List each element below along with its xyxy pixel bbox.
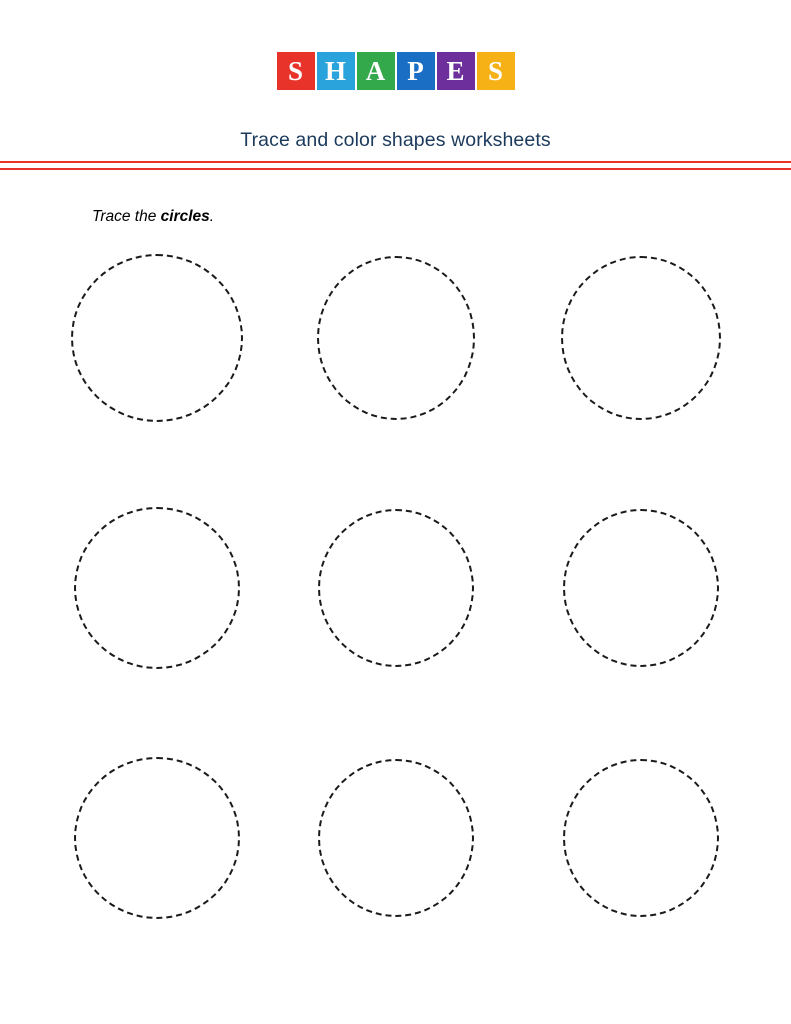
trace-shape-cell xyxy=(551,248,731,428)
logo-letter-text: P xyxy=(407,55,424,86)
instruction-prefix: Trace the xyxy=(92,208,161,225)
logo-container xyxy=(0,52,791,90)
logo-letter-h xyxy=(317,52,355,90)
logo-letter-s1 xyxy=(277,52,315,90)
dashed-circle-outline xyxy=(71,254,243,422)
tracing-grid xyxy=(40,248,740,998)
divider-top xyxy=(0,161,791,163)
dashed-circle-outline xyxy=(318,509,474,667)
logo-letter-text: E xyxy=(446,55,465,86)
logo-letter-s2 xyxy=(477,52,515,90)
logo-letter-text: S xyxy=(287,55,304,86)
trace-shape-cell xyxy=(67,248,247,428)
instruction-suffix: . xyxy=(209,208,215,225)
instruction-text xyxy=(92,208,214,226)
trace-shape-cell xyxy=(306,248,486,428)
dashed-circle-outline xyxy=(563,759,719,917)
trace-shape-cell xyxy=(67,748,247,928)
dashed-circle-outline xyxy=(74,757,240,919)
logo-letter-a xyxy=(357,52,395,90)
shapes-logo xyxy=(277,52,515,90)
logo-letter-text: S xyxy=(487,55,504,86)
instruction-shape-word: circles xyxy=(160,208,210,225)
trace-shape-cell xyxy=(306,498,486,678)
dashed-circle-outline xyxy=(318,759,474,917)
trace-shape-cell xyxy=(67,498,247,678)
logo-letter-e xyxy=(437,52,475,90)
trace-shape-cell xyxy=(551,748,731,928)
divider-bottom xyxy=(0,168,791,170)
dashed-circle-outline xyxy=(561,256,721,420)
trace-shape-cell xyxy=(306,748,486,928)
trace-shape-cell xyxy=(551,498,731,678)
dashed-circle-outline xyxy=(317,256,475,420)
logo-letter-text: A xyxy=(365,55,386,86)
dashed-circle-outline xyxy=(563,509,719,667)
page-title: Trace and color shapes worksheets xyxy=(240,129,551,151)
logo-letter-text: H xyxy=(324,55,346,86)
logo-letter-p xyxy=(397,52,435,90)
dashed-circle-outline xyxy=(74,507,240,669)
